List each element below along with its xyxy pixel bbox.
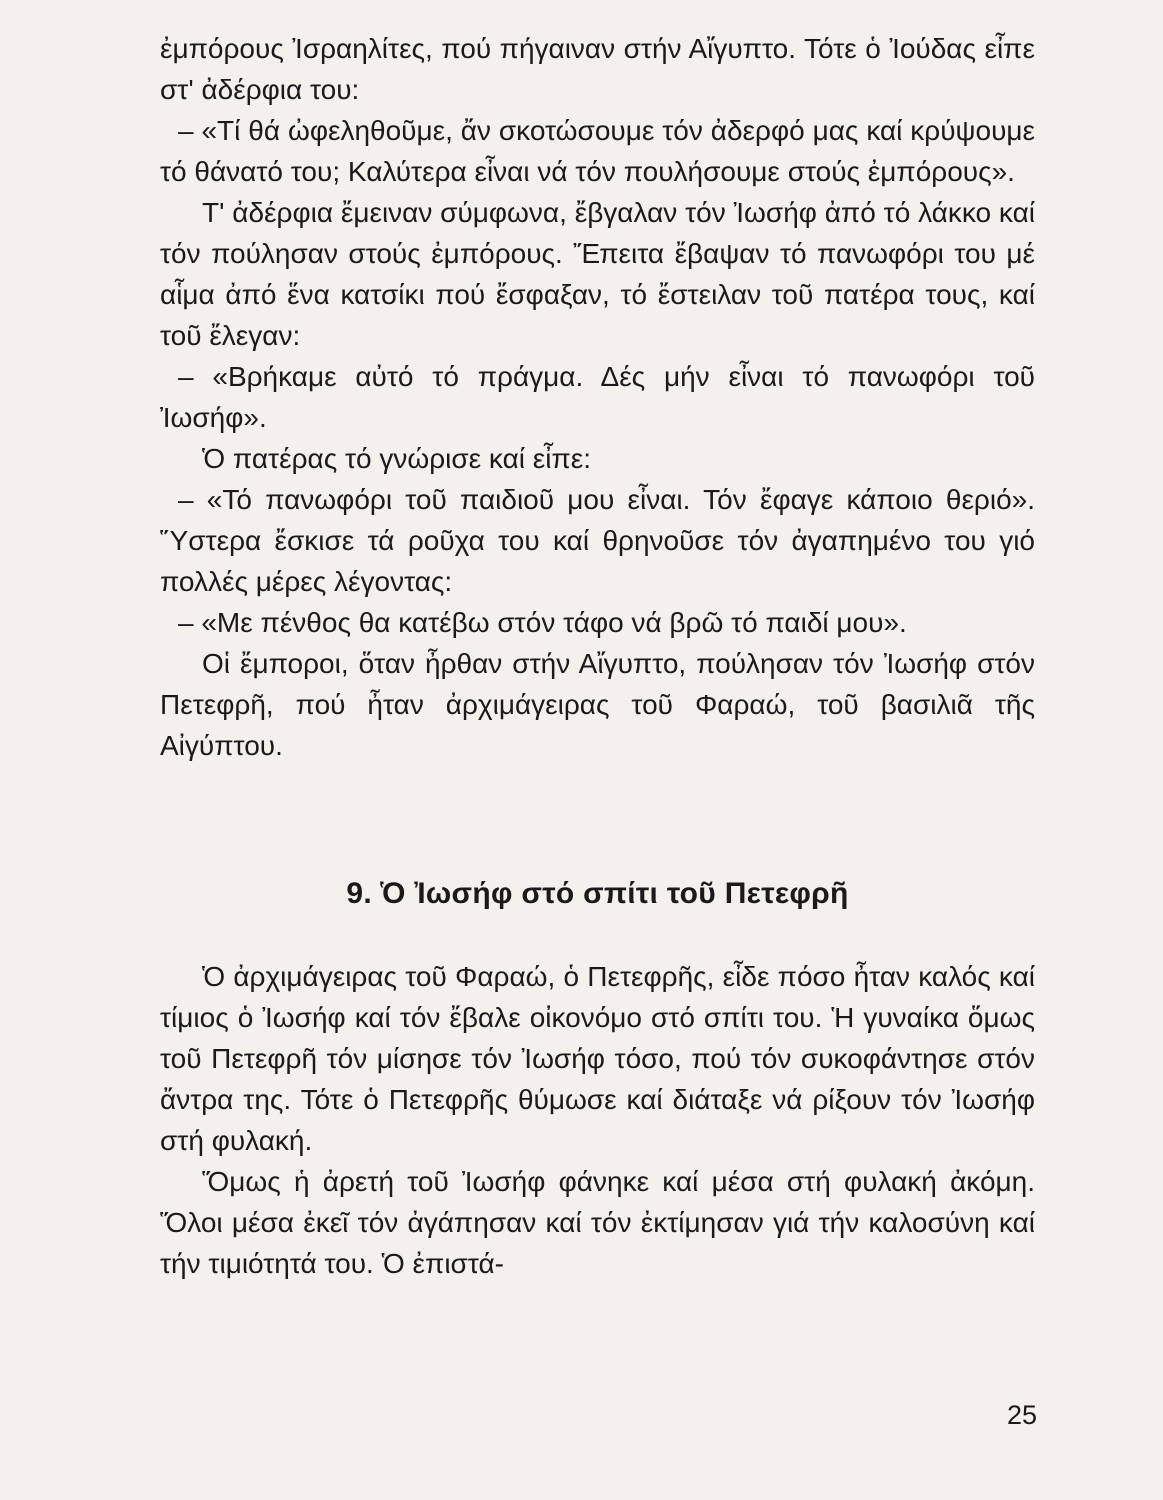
section-heading: 9. Ὁ Ἰωσήφ στό σπίτι τοῦ Πετεφρῆ [346, 877, 849, 910]
body-text-bottom [160, 956, 1035, 1284]
page-number: 25 [1007, 1400, 1038, 1430]
paragraph-father-recognizes: Ὁ πατέρας τό γνώρισε καί εἶπε: [202, 443, 592, 474]
dialogue-brothers: – «Βρήκαμε αὐτό τό πράγμα. Δές μήν εἶναι τό πανωφόρι τοῦ Ἰωσήφ». [160, 361, 1035, 433]
body-text-top [160, 28, 1035, 766]
dialogue-father-lament: – «Με πένθος θα κατέβω στόν τάφο νά βρῶ τό παιδί μου». [178, 607, 907, 638]
paragraph-prison: Ὅμως ἡ ἀρετή τοῦ Ἰωσήφ φάνηκε καί μέσα στή φυλακή ἀκόμη. Ὅλοι μέσα ἐκεῖ τόν ἀγάπησαν καί τόν ἐκτίμησαν γιά τήν καλοσύνη καί τήν τιμιότητά του. Ὁ ἐπιστά- [160, 1166, 1035, 1279]
paragraph-continuation: ἐμπόρους Ἰσραηλίτες, πού πήγαιναν στήν Αἴγυπτο. Τότε ὁ Ἰούδας εἶπε στ' ἀδέρφια του: [160, 33, 1035, 105]
paragraph-merchants-egypt: Οἱ ἔμποροι, ὅταν ἦρθαν στήν Αἴγυπτο, πούλησαν τόν Ἰωσήφ στόν Πετεφρῆ, πού ἦταν ἀρχιμάγειρας τοῦ Φαραώ, τοῦ βασιλιᾶ τῆς Αἰγύπτου. [160, 648, 1035, 761]
paragraph-potiphar: Ὁ ἀρχιμάγειρας τοῦ Φαραώ, ὁ Πετεφρῆς, εἶδε πόσο ἦταν καλός καί τίμιος ὁ Ἰωσήφ καί τόν ἔβαλε οἰκονόμο στό σπίτι του. Ἡ γυναίκα ὅμως τοῦ Πετεφρῆ τόν μίσησε τόν Ἰωσήφ τόσο, πού τόν συκοφάντησε στόν ἄντρα της. Τότε ὁ Πετεφρῆς θύμωσε καί διάταξε νά ρίξουν τόν Ἰωσήφ στή φυλακή. [160, 961, 1035, 1156]
paragraph-brothers-sell: Τ' ἀδέρφια ἔμειναν σύμφωνα, ἔβγαλαν τόν Ἰωσήφ ἀπό τό λάκκο καί τόν πούλησαν στούς ἐμπόρους. Ἔπειτα ἔβαψαν τό πανωφόρι του μέ αἷμα ἀπό ἕνα κατσίκι πού ἔσφαξαν, τό ἔστειλαν τοῦ πατέρα τους, καί τοῦ ἔλεγαν: [160, 197, 1035, 351]
dialogue-judah: – «Τί θά ὠφεληθοῦμε, ἄν σκοτώσουμε τόν ἀδερφό μας καί κρύψουμε τό θάνατό του; Καλύτερα εἶναι νά τόν πουλήσουμε στούς ἐμπόρους». [160, 115, 1035, 187]
dialogue-father: – «Τό πανωφόρι τοῦ παιδιοῦ μου εἶναι. Τόν ἔφαγε κάποιο θεριό». Ὕστερα ἔσκισε τά ροῦχα του καί θρηνοῦσε τόν ἀγαπημένο του γιό πολλές μέρες λέγοντας: [160, 484, 1035, 597]
